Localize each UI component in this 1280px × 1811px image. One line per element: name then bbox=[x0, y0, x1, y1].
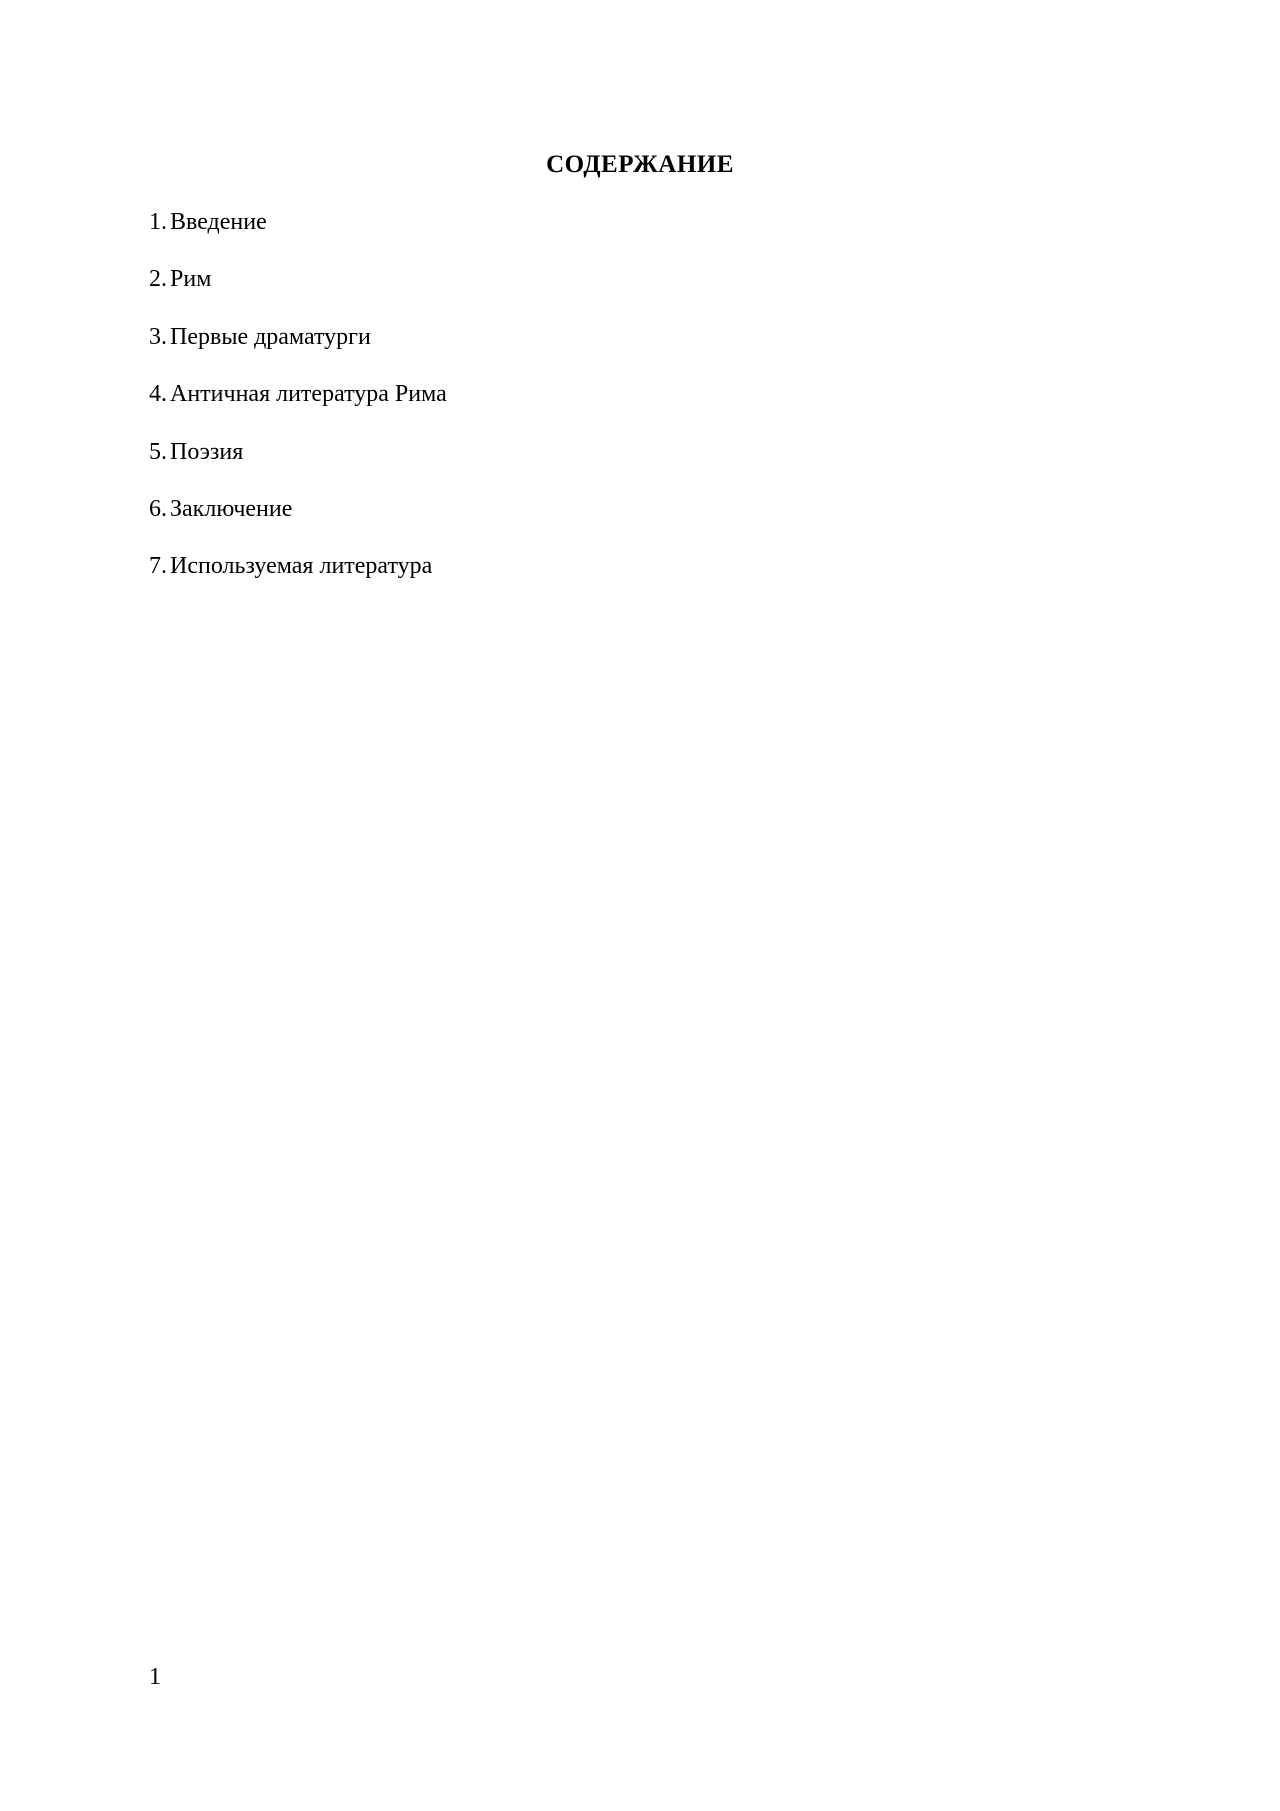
toc-item-label: Введение bbox=[170, 209, 267, 235]
toc-item-number: 1. bbox=[149, 209, 167, 235]
toc-item-number: 6. bbox=[149, 495, 167, 522]
toc-item-number: 2. bbox=[149, 266, 167, 293]
toc-title: СОДЕРЖАНИЕ bbox=[546, 151, 734, 178]
page-number: 1 bbox=[149, 1664, 161, 1690]
toc-list bbox=[149, 205, 447, 607]
toc-item-number: 7. bbox=[149, 553, 167, 580]
toc-item-number: 3. bbox=[149, 323, 167, 350]
toc-item-label: Античная литература Рима bbox=[170, 381, 447, 408]
toc-item-number: 4. bbox=[149, 381, 167, 408]
toc-item-number: 5. bbox=[149, 438, 167, 465]
toc-item bbox=[149, 492, 447, 549]
toc-item-label: Рим bbox=[170, 266, 212, 293]
toc-item-label: Используемая литература bbox=[170, 553, 433, 580]
toc-item bbox=[149, 205, 447, 262]
toc-item bbox=[149, 262, 447, 319]
toc-item bbox=[149, 320, 447, 377]
toc-item bbox=[149, 377, 447, 434]
toc-item-label: Заключение bbox=[170, 495, 293, 522]
toc-item-label: Поэзия bbox=[170, 438, 244, 465]
toc-item-label: Первые драматурги bbox=[170, 323, 371, 350]
toc-item bbox=[149, 435, 447, 492]
toc-item bbox=[149, 549, 447, 606]
